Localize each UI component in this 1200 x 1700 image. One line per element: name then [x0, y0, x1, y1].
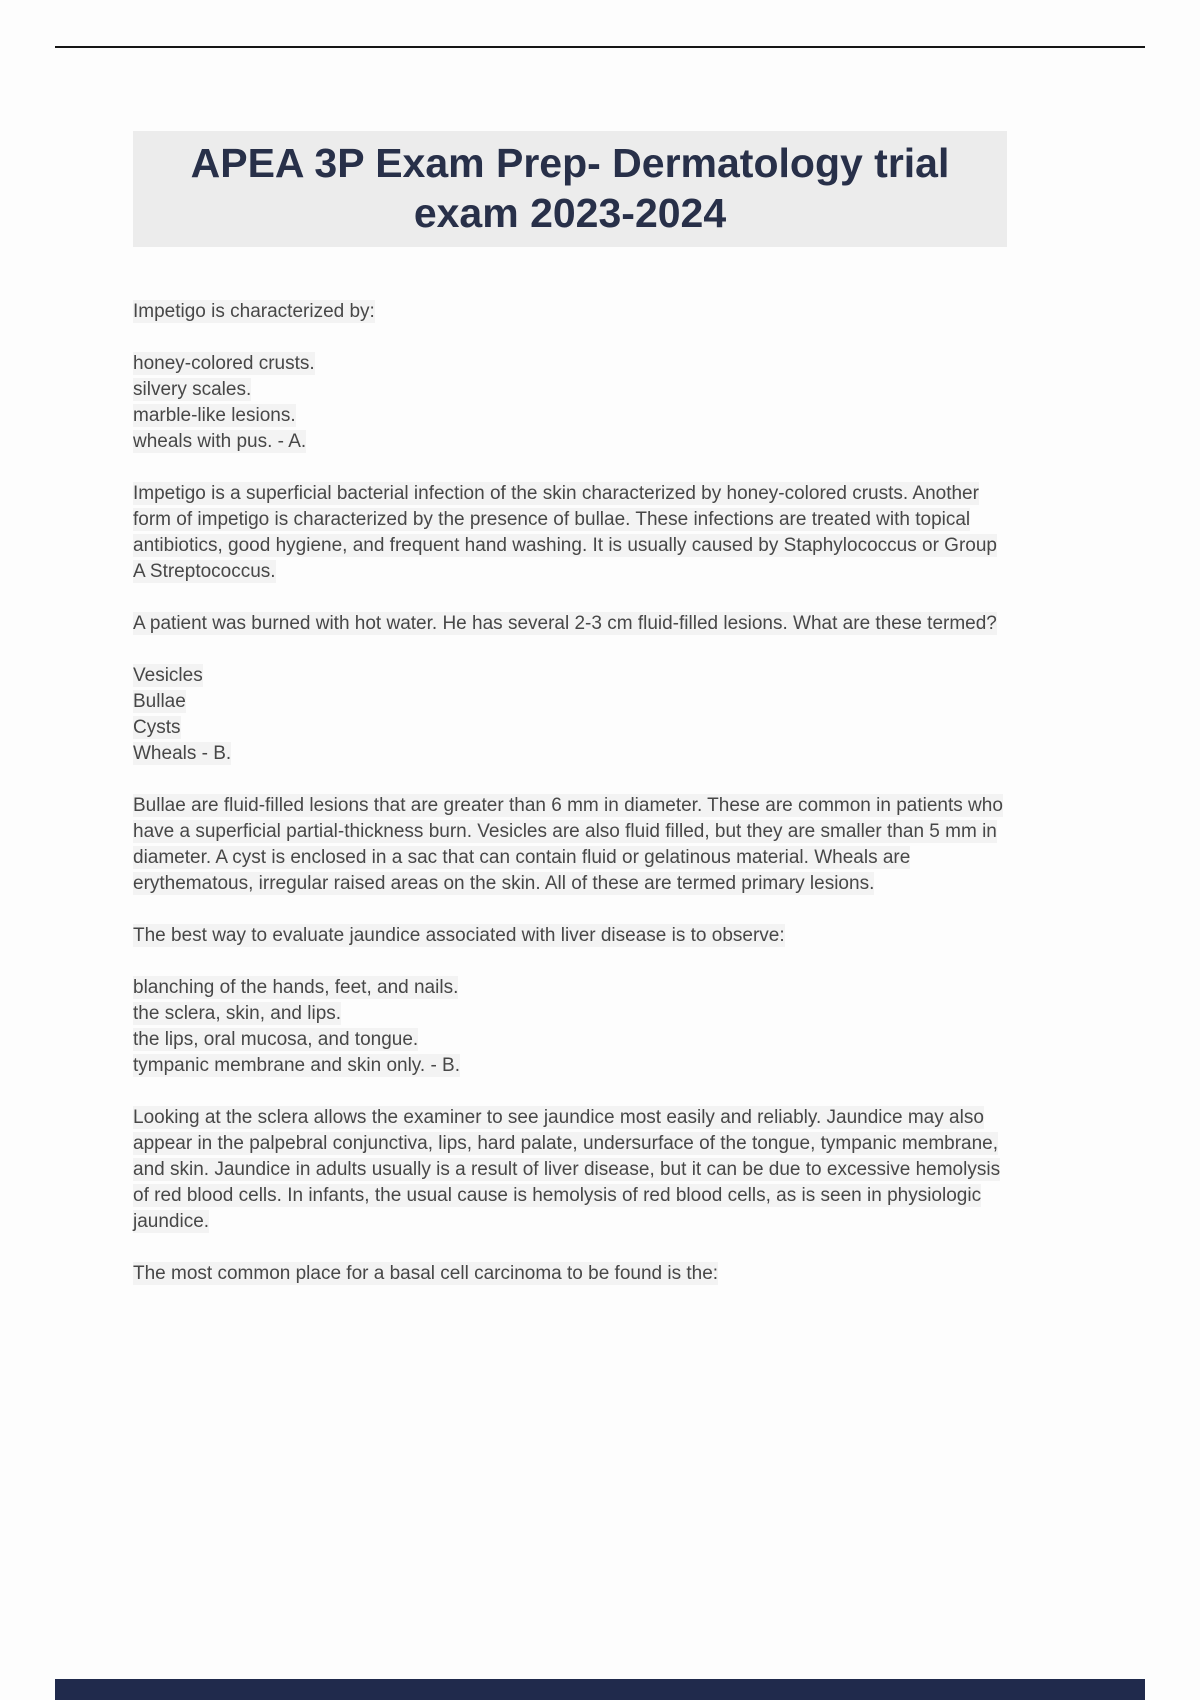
answer-option-text: Bullae [133, 691, 186, 712]
question-text: Impetigo is characterized by: [133, 301, 375, 322]
answer-option [133, 741, 1007, 767]
answer-option [133, 715, 1007, 741]
page-title-line-2: exam 2023-2024 [413, 190, 727, 236]
document-content [133, 131, 1007, 1313]
question-block-1 [133, 299, 1007, 585]
explanation-paragraph [133, 1105, 1007, 1235]
answer-option [133, 689, 1007, 715]
answer-option [133, 403, 1007, 429]
answer-option [133, 975, 1007, 1001]
answer-option-text: honey-colored crusts. [133, 353, 315, 374]
answer-option-text: blanching of the hands, feet, and nails. [133, 977, 459, 998]
explanation-paragraph [133, 481, 1007, 585]
answer-option [133, 1001, 1007, 1027]
footer-bar [55, 1679, 1145, 1700]
answer-options [133, 663, 1007, 767]
question-paragraph [133, 1261, 1007, 1287]
question-paragraph [133, 299, 1007, 325]
answer-option-text: Vesicles [133, 665, 203, 686]
answer-option-text: marble-like lesions. [133, 405, 296, 426]
answer-option [133, 351, 1007, 377]
explanation-text: Impetigo is a superficial bacterial infection of the skin characterized by honey-colored crusts. Another form of impetigo is characterized by the presence of bullae. These infections are treated with topical antibiotics, good hygiene, and frequent hand washing. It is usually caused by Staphylococcus or Group A Streptococcus. [133, 483, 997, 582]
question-text: The most common place for a basal cell carcinoma to be found is the: [133, 1263, 719, 1284]
question-text: The best way to evaluate jaundice associated with liver disease is to observe: [133, 925, 785, 946]
answer-options [133, 351, 1007, 455]
question-block-2 [133, 611, 1007, 897]
answer-option [133, 663, 1007, 689]
question-paragraph [133, 923, 1007, 949]
answer-option-text: the lips, oral mucosa, and tongue. [133, 1029, 419, 1050]
answer-option [133, 1053, 1007, 1079]
answer-option [133, 1027, 1007, 1053]
question-block-3 [133, 923, 1007, 1235]
explanation-text: Looking at the sclera allows the examiner to see jaundice most easily and reliably. Jaundice may also appear in the palpebral conjunctiva, lips, hard palate, undersurface of the tongue, tympanic membrane, and skin. Jaundice in adults usually is a result of liver disease, but it can be due to excessive hemolysis of red blood cells. In infants, the usual cause is hemolysis of red blood cells, as is seen in physiologic jaundice. [133, 1107, 1001, 1232]
answer-option-text: tympanic membrane and skin only. - B. [133, 1055, 461, 1076]
answer-option-text: Cysts [133, 717, 181, 738]
answer-option-text: wheals with pus. - A. [133, 431, 307, 452]
explanation-paragraph [133, 793, 1007, 897]
page-title [133, 131, 1007, 247]
answer-option [133, 429, 1007, 455]
question-block-4 [133, 1261, 1007, 1287]
answer-option-text: Wheals - B. [133, 743, 232, 764]
answer-option [133, 377, 1007, 403]
top-rule [55, 46, 1145, 48]
question-text: A patient was burned with hot water. He has several 2-3 cm fluid-filled lesions. What are these termed? [133, 613, 997, 634]
answer-option-text: silvery scales. [133, 379, 252, 400]
question-paragraph [133, 611, 1007, 637]
answer-options [133, 975, 1007, 1079]
page-title-line-1: APEA 3P Exam Prep- Dermatology trial [190, 140, 950, 186]
explanation-text: Bullae are fluid-filled lesions that are greater than 6 mm in diameter. These are common in patients who have a superficial partial-thickness burn. Vesicles are also fluid filled, but they are smaller than 5 mm in diameter. A cyst is enclosed in a sac that can contain fluid or gelatinous material. Wheals are erythematous, irregular raised areas on the skin. All of these are termed primary lesions. [133, 795, 1003, 894]
answer-option-text: the sclera, skin, and lips. [133, 1003, 342, 1024]
